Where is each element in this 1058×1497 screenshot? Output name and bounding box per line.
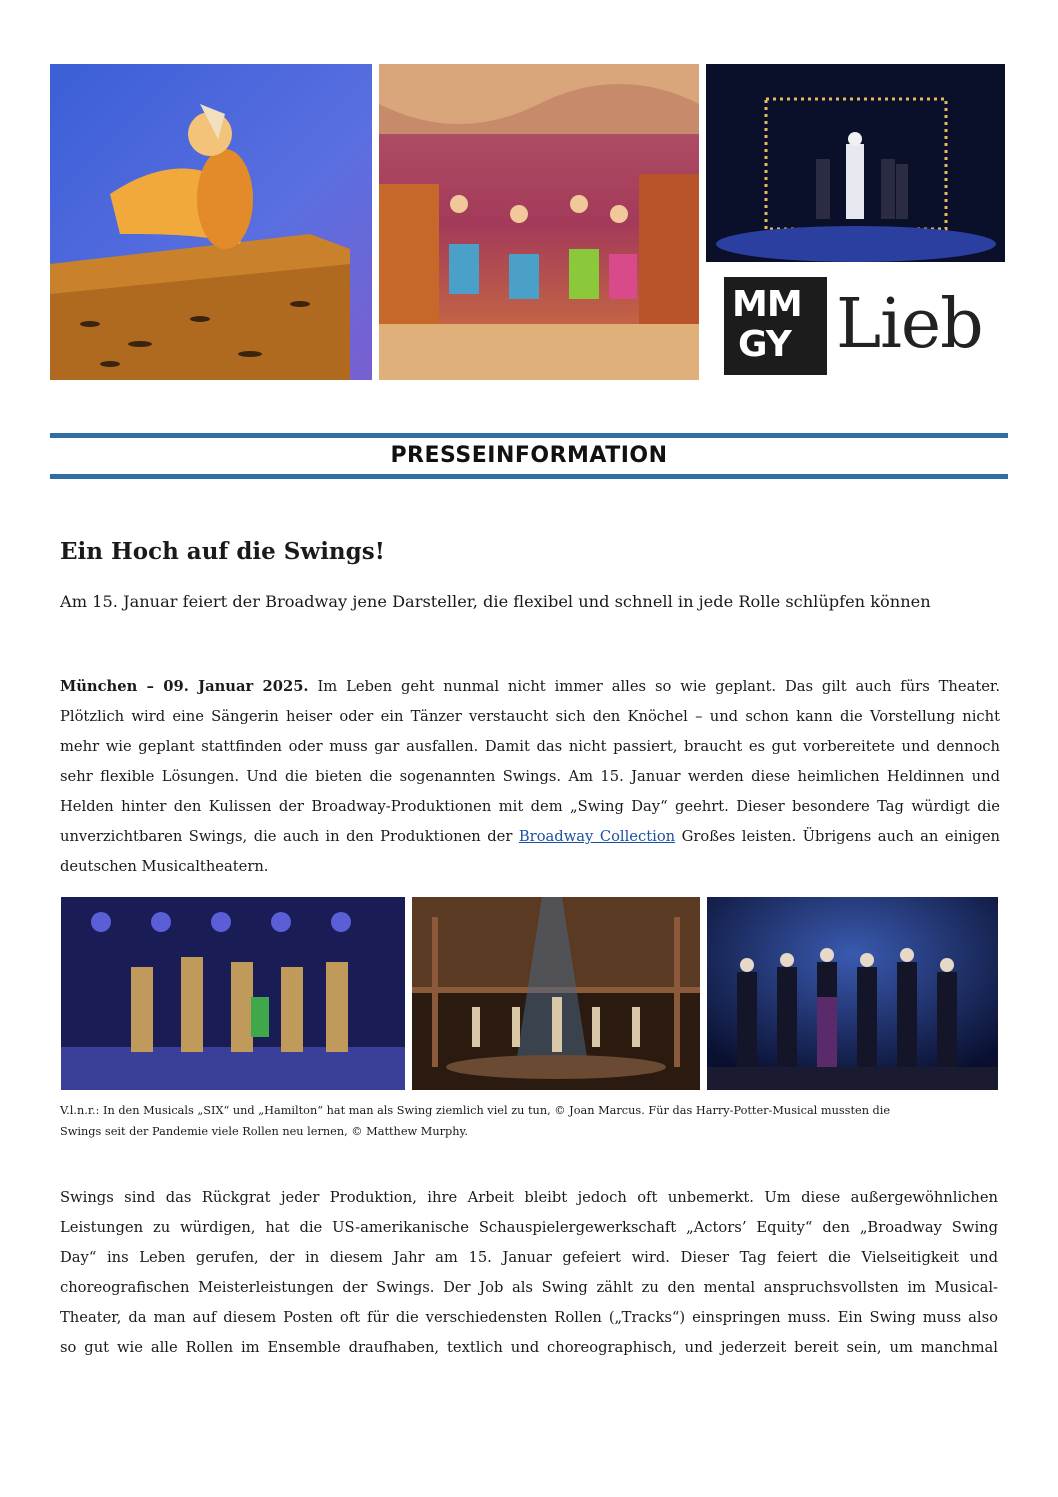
mmgy-lieb-logo xyxy=(724,277,992,375)
photo-six-musical xyxy=(61,897,405,1090)
intro-line-5: Helden hinter den Kulissen der Broadway-Produktionen mit dem „Swing Day“ geehrt. Dieser besondere Tag würdigt die xyxy=(60,798,1000,815)
intro-line-6: unverzichtbaren Swings, die auch in den Produktionen der Broadway Collection Großes leisten. Übrigens auch an einigen xyxy=(60,828,1000,845)
caption-line-2: Swings seit der Pandemie viele Rollen neu lernen, © Matthew Murphy. xyxy=(60,1125,468,1138)
intro-line-2: Plötzlich wird eine Sängerin heiser oder ein Tänzer verstaucht sich den Knöchel – und schon kann die Vorstellung nicht xyxy=(60,708,1000,725)
header-rule-top xyxy=(50,433,1008,438)
intro-line-1: München – 09. Januar 2025. Im Leben geht nunmal nicht immer alles so wie geplant. Das gilt auch fürs Theater. xyxy=(60,678,1001,695)
logo-mark-line2: GY xyxy=(738,324,791,365)
caption-line-1: V.l.n.r.: In den Musicals „SIX“ und „Hamilton“ hat man als Swing ziemlich viel zu tun, © Joan Marcus. Für das Harry-Potter-Musical mussten die xyxy=(60,1104,891,1117)
logo-mark-line1: MM xyxy=(732,284,802,325)
photo-hamilton xyxy=(412,897,700,1090)
photo-dance-stage xyxy=(706,64,1005,262)
body-line-5: Theater, da man auf diesem Posten oft für die verschiedensten Rollen („Tracks“) einspringen muss. Ein Swing muss also xyxy=(60,1309,998,1326)
article-subheadline: Am 15. Januar feiert der Broadway jene Darsteller, die flexibel und schnell in jede Rolle schlüpfen können xyxy=(60,592,931,611)
press-label: PRESSEINFORMATION xyxy=(390,443,668,468)
photo-lion-king xyxy=(50,64,372,380)
photo-aladdin xyxy=(379,64,699,380)
body-line-4: choreografischen Meisterleistungen der Swings. Der Job als Swing zählt zu den mental anspruchsvollsten im Musical- xyxy=(60,1279,998,1296)
body-line-2: Leistungen zu würdigen, hat die US-amerikanische Schauspielergewerkschaft „Actors’ Equity“ den „Broadway Swing xyxy=(60,1219,998,1236)
intro-line-7: deutschen Musicaltheatern. xyxy=(60,858,269,875)
body-paragraph xyxy=(60,1183,998,1363)
photo-harry-potter xyxy=(707,897,998,1090)
article-headline: Ein Hoch auf die Swings! xyxy=(60,538,385,565)
intro-line-4: sehr flexible Lösungen. Und die bieten die sogenannten Swings. Am 15. Januar werden diese heimlichen Heldinnen und xyxy=(60,768,1000,785)
body-line-6: so gut wie alle Rollen im Ensemble draufhaben, textlich und choreographisch, und jederzeit bereit sein, um manchmal xyxy=(60,1339,998,1356)
logo-wordmark: Lieb xyxy=(836,285,983,364)
body-line-1: Swings sind das Rückgrat jeder Produktion, ihre Arbeit bleibt jedoch oft unbemerkt. Um diese außergewöhnlichen xyxy=(60,1189,998,1206)
body-line-3: Day“ ins Leben gerufen, der in diesem Jahr am 15. Januar gefeiert wird. Dieser Tag feiert die Vielseitigkeit und xyxy=(60,1249,998,1266)
photo-caption xyxy=(60,1100,1005,1142)
intro-paragraph xyxy=(60,672,1000,882)
header-rule-bottom xyxy=(50,474,1008,479)
intro-line-3: mehr wie geplant stattfinden oder muss gar ausfallen. Damit das nicht passiert, braucht es gut vorbereitete und dennoch xyxy=(60,738,1000,755)
dateline: München – 09. Januar 2025. xyxy=(60,678,309,695)
broadway-collection-link[interactable]: Broadway Collection xyxy=(518,828,676,845)
logo-mark xyxy=(724,277,827,375)
